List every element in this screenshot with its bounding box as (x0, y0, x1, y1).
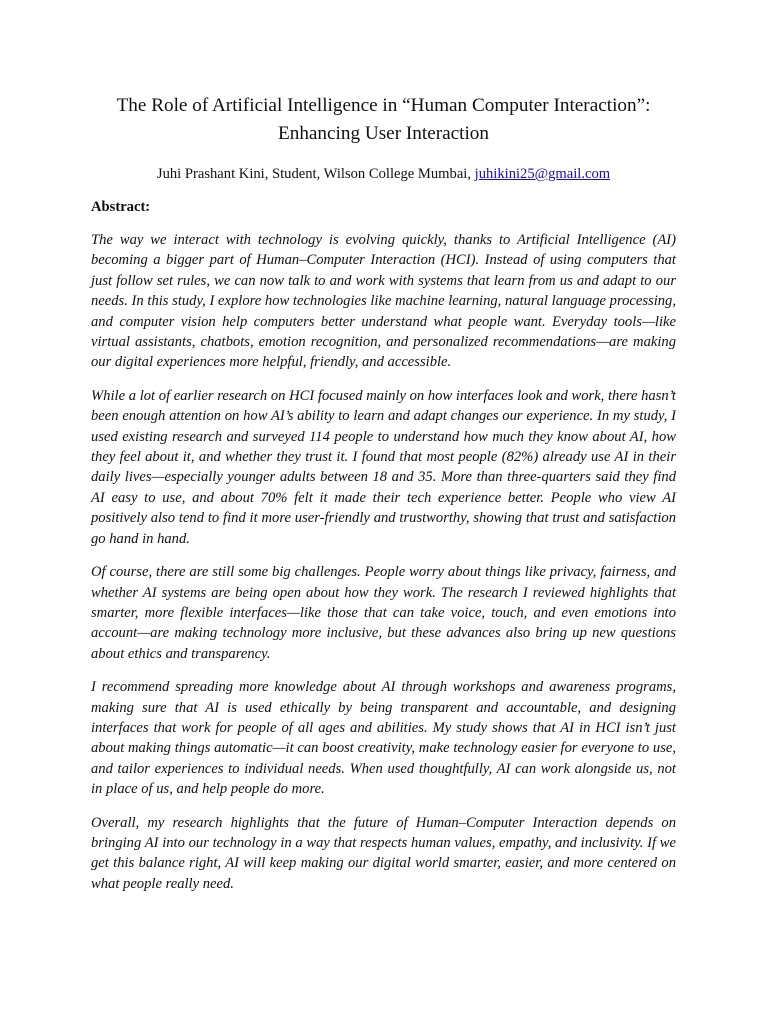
author-email-link[interactable]: juhikini25@gmail.com (474, 166, 611, 182)
abstract-paragraph-2: While a lot of earlier research on HCI focused mainly on how interfaces look and work, there hasn’t been enough attention on how AI’s ability to learn and adapt changes our experience. In my study, I used existing research and surveyed 114 people to understand how much they know about AI, how they feel about it, and whether they trust it. I found that most people (82%) already use AI in their daily lives—especially younger adults between 18 and 35. More than three-quarters said they find AI easy to use, and about 70% felt it made their tech experience better. People who view AI positively also tend to find it more user-friendly and trustworthy, showing that trust and satisfaction go hand in hand. (91, 387, 676, 547)
author-info: Juhi Prashant Kini, Student, Wilson College Mumbai, (156, 166, 475, 182)
abstract-paragraph-1: The way we interact with technology is evolving quickly, thanks to Artificial Intelligence (AI) becoming a bigger part of Human–Computer Interaction (HCI). Instead of using computers that just follow set rules, we can now talk to and work with systems that learn from us and adapt to our needs. In this study, I explore how technologies like machine learning, natural language processing, and computer vision help computers better understand what people want. Everyday tools—like virtual assistants, chatbots, emotion recognition, and personalized recommendations—are making our digital experiences more helpful, friendly, and accessible. (91, 232, 676, 371)
paper-title-line-2: Enhancing User Interaction (278, 123, 489, 144)
author-byline (91, 164, 676, 184)
abstract-paragraph-5: Overall, my research highlights that the future of Human–Computer Interaction depends on bringing AI into our technology in a way that respects human values, empathy, and inclusivity. If we get this balance right, AI will keep making our digital world smarter, easier, and more centered on what people really need. (91, 814, 676, 892)
abstract-paragraph-3: Of course, there are still some big challenges. People worry about things like privacy, fairness, and whether AI systems are being open about how they work. The research I reviewed highlights that smarter, more flexible interfaces—like those that can take voice, touch, and even emotions into account—are making technology more inclusive, but these advances also bring up new questions about ethics and transparency. (91, 564, 676, 662)
paper-title-line-1: The Role of Artificial Intelligence in “Human Computer Interaction”: (116, 95, 651, 116)
abstract-paragraph-4: I recommend spreading more knowledge about AI through workshops and awareness programs, making sure that AI is used ethically by being transparent and accountable, and designing interfaces that work for people of all ages and abilities. My study shows that AI in HCI isn’t just about making things automatic—it can boost creativity, make technology easier for everyone to use, and tailor experiences to individual needs. When used thoughtfully, AI can work alongside us, not in place of us, and help people do more. (91, 679, 676, 798)
abstract-heading: Abstract: (91, 199, 151, 215)
paper-title (91, 92, 676, 148)
